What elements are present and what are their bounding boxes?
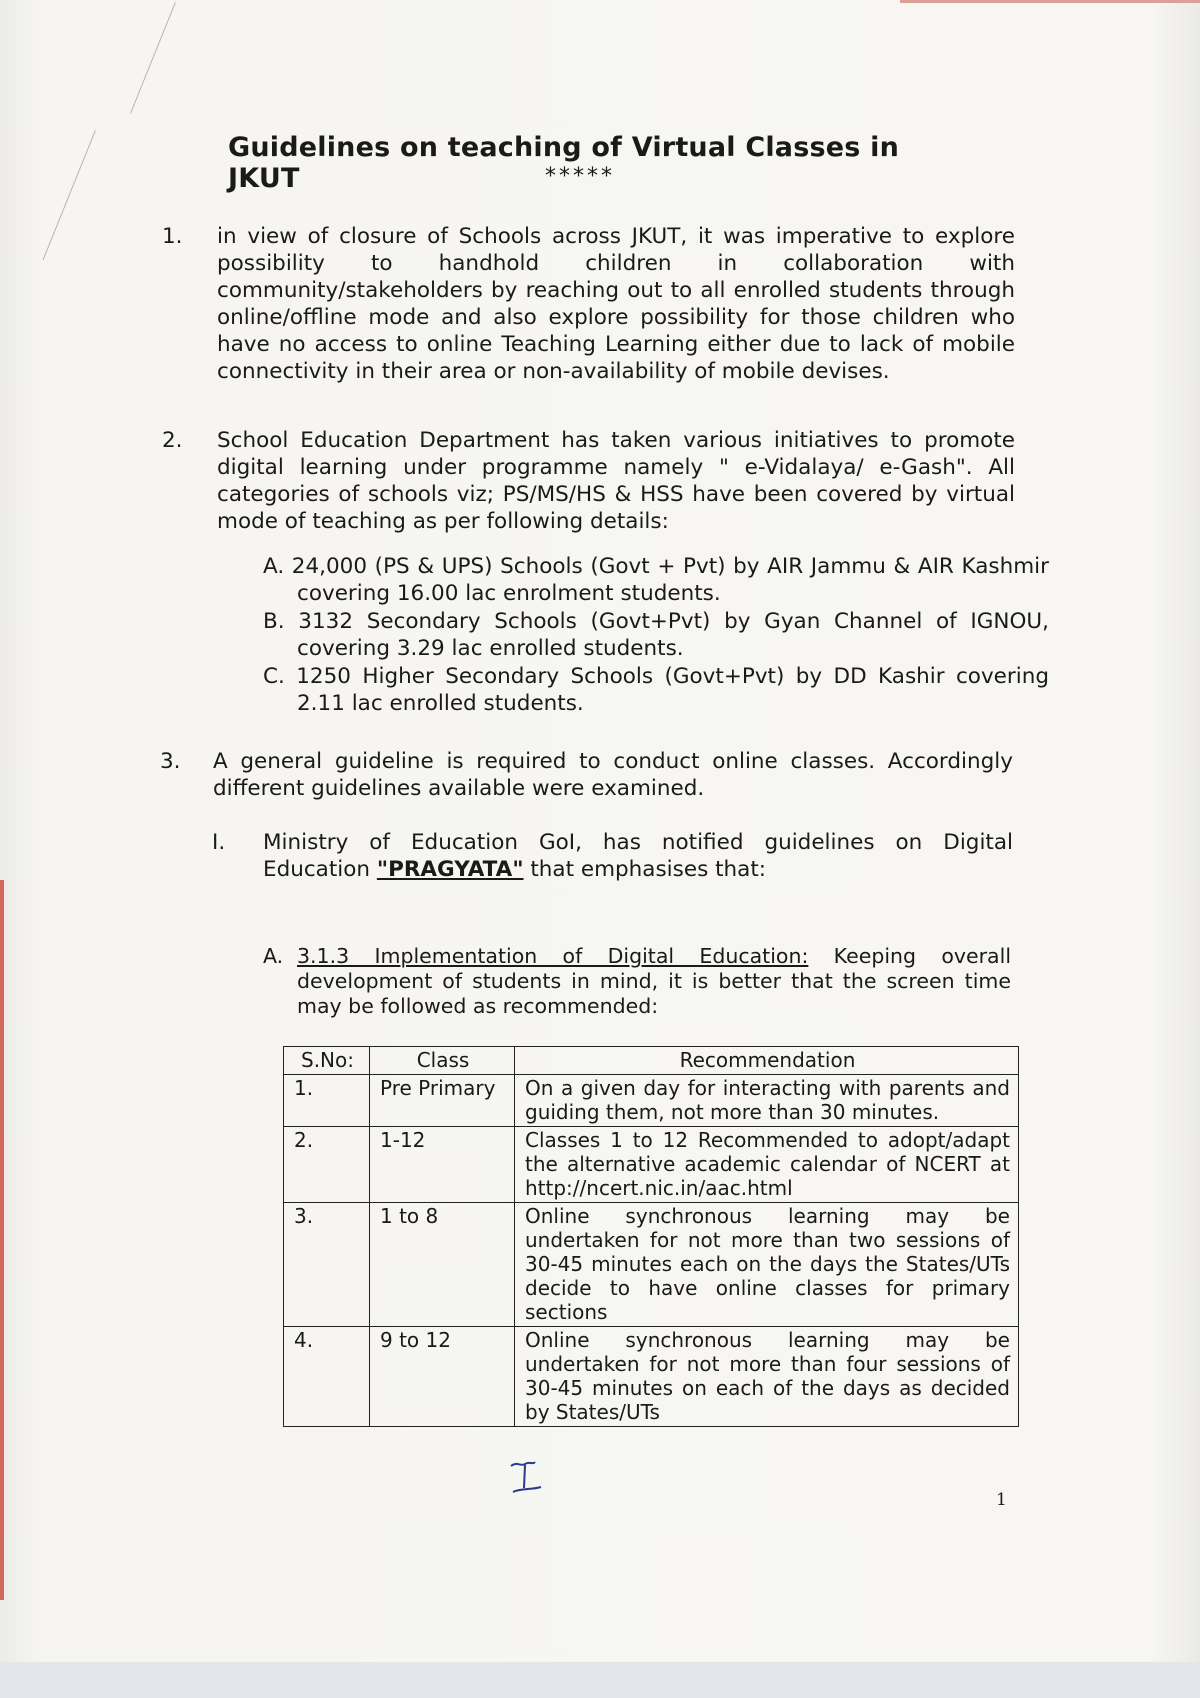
header-recommendation: Recommendation: [515, 1047, 1019, 1075]
top-edge-mark: [900, 0, 1200, 3]
cell-recommendation: Classes 1 to 12 Recommended to adopt/adapt the alternative academic calendar of NCERT at http://ncert.nic.in/aac.html: [515, 1127, 1019, 1203]
table-row: [284, 1327, 1019, 1427]
point-number: 2.: [162, 428, 183, 453]
point-text: School Education Department has taken various initiatives to promote digital learning under programme namely " e-Vidalaya/ e-Gash". All categories of schools viz; PS/MS/HS & HSS have been covered by virtual mode of teaching as per following details:: [217, 428, 1015, 534]
title-stars: *****: [545, 164, 615, 189]
header-sno: S.No:: [284, 1047, 370, 1075]
cell-recommendation: On a given day for interacting with parents and guiding them, not more than 30 minutes.: [515, 1075, 1019, 1127]
pragyata-highlight: "PRAGYATA": [376, 857, 524, 882]
point-text: in view of closure of Schools across JKUT, it was imperative to explore possibility to handhold children in collaboration with community/stakeholders by reaching out to all enrolled students through online/offline mode and also explore possibility for those children who have no access to online Teaching Learning either due to lack of mobile connectivity in their area or non-availability of mobile devises.: [217, 224, 1015, 384]
cell-class: 9 to 12: [370, 1327, 515, 1427]
item-a-body: Keeping overall development of students in mind, it is better that the screen time may be followed as recommended:: [297, 944, 1012, 1018]
item-a-heading: 3.1.3 Implementation of Digital Education:: [297, 944, 809, 968]
left-edge-mark: [0, 880, 4, 1600]
roman-number: I.: [212, 830, 226, 855]
sub-item: C. 1250 Higher Secondary Schools (Govt+Pvt) by DD Kashir covering 2.11 lac enrolled students.: [263, 664, 1049, 716]
cell-class: Pre Primary: [370, 1075, 515, 1127]
cell-class: 1-12: [370, 1127, 515, 1203]
point-number: 1.: [162, 224, 183, 249]
sub-item: A. 24,000 (PS & UPS) Schools (Govt + Pvt) by AIR Jammu & AIR Kashmir covering 16.00 lac enrolment students.: [263, 554, 1049, 606]
roman-text-before: Ministry of Education GoI, has notified guidelines on Digital Education: [263, 830, 1013, 882]
header-class: Class: [370, 1047, 515, 1075]
roman-text-after: that emphasises that:: [523, 857, 767, 882]
table-row: [284, 1075, 1019, 1127]
sub-item: B. 3132 Secondary Schools (Govt+Pvt) by Gyan Channel of IGNOU, covering 3.29 lac enrolled students.: [263, 609, 1049, 661]
cell-sno: 2.: [284, 1127, 370, 1203]
table-header-row: [284, 1047, 1019, 1075]
cell-sno: 3.: [284, 1203, 370, 1327]
item-a-text: [297, 944, 1011, 1019]
cell-sno: 1.: [284, 1075, 370, 1127]
table-row: [284, 1203, 1019, 1327]
scan-bottom-band: [0, 1662, 1200, 1698]
table-row: [284, 1127, 1019, 1203]
cell-class: 1 to 8: [370, 1203, 515, 1327]
point-text: A general guideline is required to conduct online classes. Accordingly different guidelines available were examined.: [213, 749, 1013, 801]
scan-scuff: [43, 130, 96, 260]
screen-time-table: [283, 1046, 1019, 1427]
page-number: 1: [996, 1490, 1007, 1510]
signature-initial: [505, 1458, 547, 1500]
item-a-label: A.: [263, 944, 284, 968]
cell-recommendation: Online synchronous learning may be undertaken for not more than two sessions of 30-45 minutes each on the days the States/UTs decide to have online classes for primary sections: [515, 1203, 1019, 1327]
cell-sno: 4.: [284, 1327, 370, 1427]
document-title: Guidelines on teaching of Virtual Classes in JKUT: [228, 132, 900, 194]
roman-text: [263, 829, 1013, 883]
scan-scuff: [130, 2, 176, 114]
cell-recommendation: Online synchronous learning may be undertaken for not more than four sessions of 30-45 minutes on each of the days as decided by States/UTs: [515, 1327, 1019, 1427]
point-number: 3.: [160, 749, 181, 774]
